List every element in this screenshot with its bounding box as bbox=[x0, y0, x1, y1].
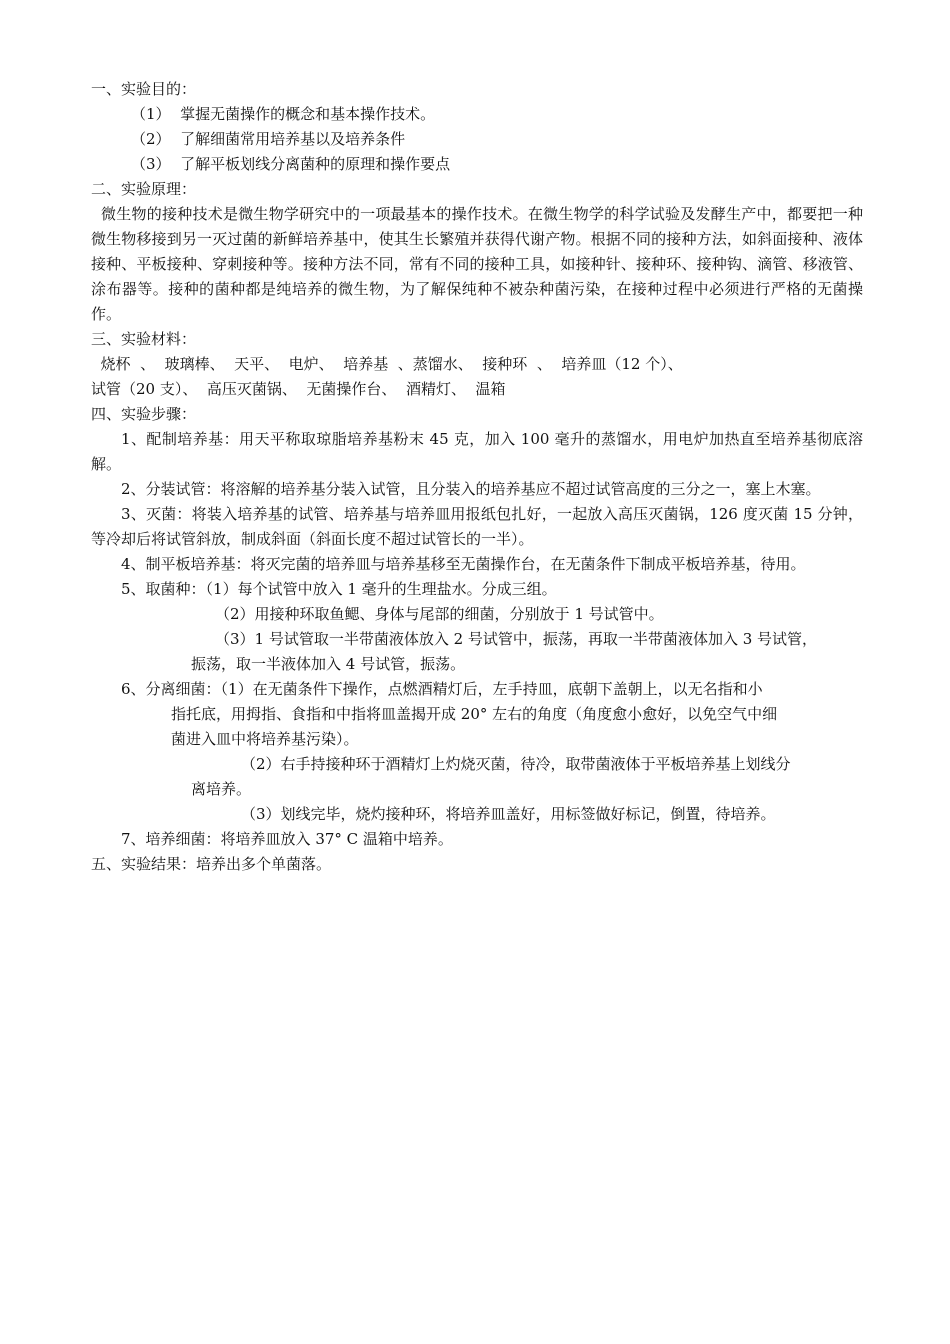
step-1: 1、配制培养基：用天平称取琼脂培养基粉末 45 克，加入 100 毫升的蒸馏水，用电炉加热直至培养基彻底溶解。 bbox=[91, 430, 863, 473]
materials-line-2: 试管（20 支）、 高压灭菌锅、 无菌操作台、 酒精灯、 温箱 bbox=[91, 380, 506, 398]
step-6-sub-1c: 菌进入皿中将培养基污染）。 bbox=[171, 730, 359, 748]
document-page bbox=[91, 77, 863, 877]
step-5-head: 5、取菌种：（1）每个试管中放入 1 毫升的生理盐水。分成三组。 bbox=[121, 580, 557, 598]
purpose-item-3: （3） 了解平板划线分离菌种的原理和操作要点 bbox=[131, 155, 451, 173]
step-5-sub-3a: （3）1 号试管取一半带菌液体放入 2 号试管中，振荡，再取一半带菌液体加入 3 号试管， bbox=[215, 630, 818, 648]
step-3: 3、灭菌：将装入培养基的试管、培养基与培养皿用报纸包扎好，一起放入高压灭菌锅，126 度灭菌 15 分钟，等冷却后将试管斜放，制成斜面（斜面长度不超过试管长的一半）。 bbox=[91, 505, 863, 548]
materials-line-1: 烧杯 、 玻璃棒、 天平、 电炉、 培养基 、蒸馏水、 接种环 、 培养皿（12 个）、 bbox=[91, 355, 683, 373]
step-6-sub-1b: 指托底，用拇指、食指和中指将皿盖揭开成 20° 左右的角度（角度愈小愈好，以免空气中细 bbox=[171, 705, 778, 723]
step-6-head: 6、分离细菌：（1）在无菌条件下操作，点燃酒精灯后，左手持皿，底朝下盖朝上，以无名指和小 bbox=[121, 680, 763, 698]
step-5-sub-2: （2）用接种环取鱼鳃、身体与尾部的细菌，分别放于 1 号试管中。 bbox=[215, 605, 664, 623]
principle-paragraph: 微生物的接种技术是微生物学研究中的一项最基本的操作技术。在微生物学的科学试验及发酵生产中，都要把一种微生物移接到另一灭过菌的新鲜培养基中，使其生长繁殖并获得代谢产物。根据不同的接种方法，如斜面接种、液体接种、平板接种、穿刺接种等。接种方法不同，常有不同的接种工具，如接种针、接种环、接种钩、滴管、移液管、涂布器等。接种的菌种都是纯培养的微生物，为了解保纯种不被杂种菌污染，在接种过程中必须进行严格的无菌操作。 bbox=[91, 205, 863, 323]
purpose-item-2: （2） 了解细菌常用培养基以及培养条件 bbox=[131, 130, 406, 148]
step-4: 4、制平板培养基：将灭完菌的培养皿与培养基移至无菌操作台，在无菌条件下制成平板培养基，待用。 bbox=[121, 555, 806, 573]
section-heading-purpose: 一、实验目的： bbox=[91, 80, 197, 98]
step-7: 7、培养细菌：将培养皿放入 37° C 温箱中培养。 bbox=[121, 830, 453, 848]
section-heading-materials: 三、实验材料： bbox=[91, 330, 197, 348]
step-6-sub-2a: （2）右手持接种环于酒精灯上灼烧灭菌，待冷，取带菌液体于平板培养基上划线分 bbox=[241, 755, 791, 773]
step-6-sub-2b: 离培养。 bbox=[191, 780, 252, 798]
section-results: 五、实验结果：培养出多个单菌落。 bbox=[91, 855, 332, 873]
step-2: 2、分装试管：将溶解的培养基分装入试管，且分装入的培养基应不超过试管高度的三分之一，塞上木塞。 bbox=[121, 480, 821, 498]
section-heading-principle: 二、实验原理： bbox=[91, 180, 197, 198]
step-6-sub-3: （3）划线完毕，烧灼接种环，将培养皿盖好，用标签做好标记，倒置，待培养。 bbox=[241, 805, 776, 823]
purpose-item-1: （1） 掌握无菌操作的概念和基本操作技术。 bbox=[131, 105, 436, 123]
section-heading-steps: 四、实验步骤： bbox=[91, 405, 197, 423]
step-5-sub-3b: 振荡，取一半液体加入 4 号试管，振荡。 bbox=[191, 655, 466, 673]
